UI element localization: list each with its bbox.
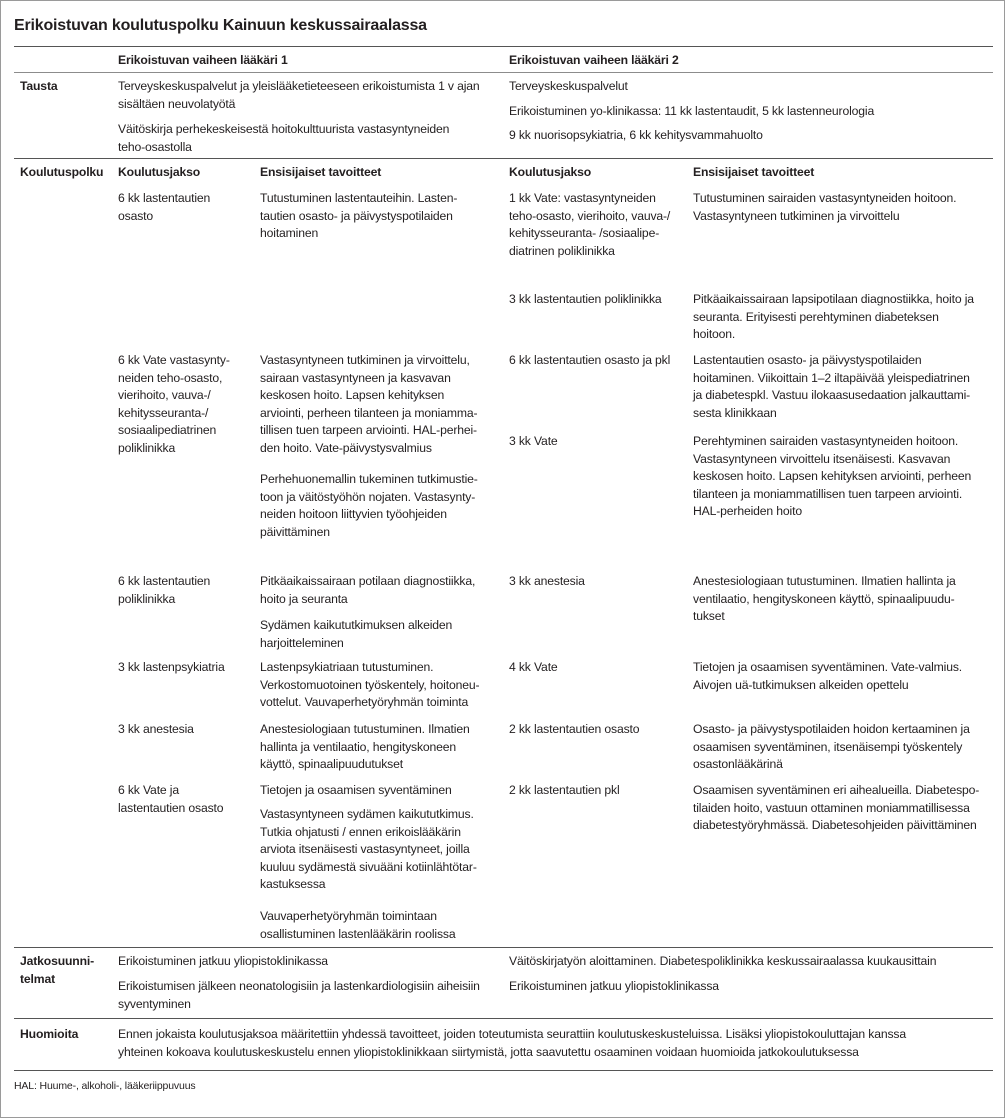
koulutusjakso-d1: kehitysseuranta-/ <box>118 405 209 420</box>
tavoite-d1: neiden hoitoon liittyvien työohjeiden <box>260 507 447 521</box>
koulutusjakso-d1: poliklinikka <box>118 591 176 606</box>
rule-bottom <box>14 1070 993 1071</box>
tavoite-d2: osastonlääkärinä <box>693 757 783 771</box>
tavoite-d1: Pitkäaikaissairaan potilaan diagnostiikka, <box>260 574 476 588</box>
tavoite-d1: Vastasyntyneen tutkiminen ja virvoittelu, <box>260 353 470 367</box>
koulutusjakso-d2: 3 kk lastentautien poliklinikka <box>509 292 662 306</box>
jatko-d1-line: syventyminen <box>118 997 191 1011</box>
tavoite-d1: Tietojen ja osaamisen syventäminen <box>260 783 452 797</box>
tavoite-d1: tillisen tuen tarpeen arviointi. HAL-perhei- <box>260 423 477 437</box>
tavoite-d2: Vastasyntyneen virvoittelu itsenäisesti. Kasvavan <box>693 451 951 466</box>
tausta-d2-line: 9 kk nuorisopsykiatria, 6 kk kehitysvammahuolto <box>509 128 763 142</box>
tavoite-d1: Tutustuminen lastentauteihin. Lasten- <box>260 191 458 205</box>
tavoite-d1: vottelut. Vauvaperhetyöryhmän toiminta <box>260 695 469 709</box>
tavoite-d1: Vauvaperhetyöryhmän toimintaan <box>260 909 437 923</box>
tavoite-d2: ventilaatio, hengityskoneen käyttö, spinaalipuudu- <box>693 591 955 606</box>
tausta-d1-line: Väitöskirja perhekeskeisestä hoitokulttuurista vastasyntyneiden <box>118 122 450 136</box>
koulutusjakso-d2: 1 kk Vate: vastasyntyneiden <box>509 191 656 205</box>
tavoite-d1: sairaan vastasyntyneen ja kasvavan <box>260 370 451 385</box>
tavoite-d1: Anestesiologiaan tutustuminen. Ilmatien <box>260 722 470 736</box>
jatko-d1-line: Erikoistuminen jatkuu yliopistoklinikassa <box>118 954 328 968</box>
tavoite-d2: HAL-perheiden hoito <box>693 504 802 518</box>
rule-tausta <box>14 158 993 159</box>
koulutusjakso-d2: teho-osasto, vierihoito, vauva-/ <box>509 208 671 223</box>
koulutusjakso-d2: diatrinen poliklinikka <box>509 243 615 258</box>
koulutusjakso-d1: 3 kk lastenpsykiatria <box>118 660 225 674</box>
tavoite-d2: Pitkäaikaissairaan lapsipotilaan diagnostiikka, hoito ja <box>693 292 974 306</box>
row-label-koulutuspolku: Koulutuspolku <box>20 165 104 179</box>
tavoite-d1: kuuluu sydämestä sivuääni kotiinlähtötar- <box>260 859 477 874</box>
tavoite-d1: päivittäminen <box>260 524 330 539</box>
tavoite-d2: tilaiden hoito, vastuun ottaminen moniammatillisessa <box>693 800 970 815</box>
koulutusjakso-d2: 2 kk lastentautien osasto <box>509 722 640 736</box>
tavoite-d1: Sydämen kaikututkimuksen alkeiden <box>260 618 453 632</box>
tausta-d1-line: Terveyskeskuspalvelut ja yleislääketieteeseen erikoistumista 1 v ajan <box>118 79 480 93</box>
koulutusjakso-d1: 6 kk Vate vastasynty- <box>118 353 230 367</box>
tavoite-d1: harjoitteleminen <box>260 635 344 650</box>
tavoite-d2: Anestesiologiaan tutustuminen. Ilmatien hallinta ja <box>693 574 956 588</box>
koulutusjakso-d2: 4 kk Vate <box>509 660 558 674</box>
tavoite-d2: osaamisen syventäminen, itsenäisempi työskentely <box>693 739 963 754</box>
tavoite-d2: sesta klinikkaan <box>693 405 777 420</box>
tavoite-d1: hoito ja seuranta <box>260 591 348 606</box>
koulutusjakso-d1: lastentautien osasto <box>118 800 224 815</box>
tavoite-d2: Osaamisen syventäminen eri aihealueilla. Diabetespo- <box>693 783 980 797</box>
tavoite-d2: ja diabetespkl. Vastuu ilokaasusedaation jalkauttami- <box>693 388 971 402</box>
tausta-d1-line: sisältäen neuvolatyötä <box>118 97 236 111</box>
tavoite-d1: osallistuminen lastenlääkärin roolissa <box>260 926 456 941</box>
jatko-d1-line: Erikoistumisen jälkeen neonatologisiin ja lastenkardiologisiin aiheisiin <box>118 979 480 993</box>
tavoite-d2: tilanteen ja moniammatillisen tuen tarpeen arviointi. <box>693 486 963 501</box>
koulutusjakso-d1: poliklinikka <box>118 440 176 455</box>
tavoite-d1: kastuksessa <box>260 877 326 891</box>
koulutusjakso-d2: 2 kk lastentautien pkl <box>509 783 620 797</box>
tavoite-d1: hoitaminen <box>260 226 319 240</box>
footnote: HAL: Huume-, alkoholi-, lääkeriippuvuus <box>14 1080 196 1092</box>
koulutusjakso-d1: neiden teho-osasto, <box>118 370 223 385</box>
koulutusjakso-d2: 6 kk lastentautien osasto ja pkl <box>509 353 671 367</box>
tavoite-d2: Perehtyminen sairaiden vastasyntyneiden hoitoon. <box>693 434 959 448</box>
tavoite-d2: hoitaminen. Viikoittain 1–2 iltapäivää yleispediatrinen <box>693 370 970 385</box>
koulutusjakso-d1: 6 kk lastentautien <box>118 574 211 588</box>
jatko-d2-line: Erikoistuminen jatkuu yliopistoklinikassa <box>509 979 719 993</box>
subheader-jakso-d1: Koulutusjakso <box>118 165 201 179</box>
koulutusjakso-d2: 3 kk Vate <box>509 434 558 448</box>
tavoite-d2: Lastentautien osasto- ja päivystyspotilaiden <box>693 353 922 367</box>
jatko-d2-line: Väitöskirjatyön aloittaminen. Diabetespoliklinikka keskussairaalassa kuukausittain <box>509 954 937 968</box>
row-label-jatko: telmat <box>20 972 55 986</box>
tavoite-d1: arviointi, perheen tilanteen ja moniamma- <box>260 405 478 420</box>
koulutusjakso-d2: 3 kk anestesia <box>509 574 585 588</box>
koulutusjakso-d2: kehitysseuranta- /sosiaalipe- <box>509 226 660 240</box>
tavoite-d2: keskosen hoito. Lapsen kehityksen arviointi, perheen <box>693 469 972 483</box>
tavoite-d1: arviota itsenäisesti vastasyntyneet, joilla <box>260 842 470 856</box>
row-label-tausta: Tausta <box>20 79 58 93</box>
tavoite-d1: Vastasyntyneen sydämen kaikututkimus. <box>260 807 474 821</box>
huomioita-line: yhteinen kokoava koulutuskeskustelu ennen yliopistoklinikkaan siirtymistä, jotta saavutettu osaaminen voidaan huomioida jatkokoulutuksessa <box>118 1045 859 1059</box>
koulutusjakso-d1: vierihoito, vauva-/ <box>118 388 211 402</box>
tavoite-d1: hallinta ja ventilaatio, hengityskoneen <box>260 739 457 754</box>
tavoite-d2: Aivojen uä-tutkimuksen alkeiden opettelu <box>693 677 909 692</box>
tavoite-d1: Verkostomuotoinen työskentely, hoitoneu- <box>260 677 480 692</box>
koulutusjakso-d1: 6 kk Vate ja <box>118 783 179 797</box>
subheader-tavoitteet-d1: Ensisijaiset tavoitteet <box>260 165 382 179</box>
rule-header <box>14 72 993 73</box>
koulutusjakso-d1: 3 kk anestesia <box>118 722 194 736</box>
tausta-d2-line: Terveyskeskuspalvelut <box>509 79 628 93</box>
rule-koulutuspolku <box>14 947 993 948</box>
tavoite-d1: den hoito. Vate-päivystysvalmius <box>260 440 432 455</box>
rule-top <box>14 46 993 47</box>
tavoite-d1: käyttö, spinaalipuudutukset <box>260 757 403 771</box>
tausta-d2-line: Erikoistuminen yo-klinikassa: 11 kk lastentaudit, 5 kk lastenneurologia <box>509 104 875 118</box>
rule-jatko <box>14 1018 993 1019</box>
tavoite-d2: tukset <box>693 609 725 623</box>
koulutusjakso-d1: 6 kk lastentautien <box>118 191 211 205</box>
tausta-d1-line: teho-osastolla <box>118 140 192 154</box>
tavoite-d1: toon ja väitöstyöhön nojaten. Vastasynty- <box>260 489 476 504</box>
row-label-jatko: Jatkosuunni- <box>20 954 95 968</box>
tavoite-d1: tautien osasto- ja päivystyspotilaiden <box>260 208 453 223</box>
document-title: Erikoistuvan koulutuspolku Kainuun keskussairaalassa <box>14 17 427 34</box>
column-header-doctor-1: Erikoistuvan vaiheen lääkäri 1 <box>118 53 288 67</box>
tavoite-d2: Osasto- ja päivystyspotilaiden hoidon kertaaminen ja <box>693 722 970 736</box>
subheader-tavoitteet-d2: Ensisijaiset tavoitteet <box>693 165 815 179</box>
tavoite-d2: diabetestyöryhmässä. Diabetesohjeiden päivittäminen <box>693 818 977 832</box>
tavoite-d2: Tietojen ja osaamisen syventäminen. Vate-valmius. <box>693 660 963 674</box>
tavoite-d1: keskosen hoito. Lapsen kehityksen <box>260 388 445 402</box>
koulutusjakso-d1: osasto <box>118 208 154 223</box>
tavoite-d1: Lastenpsykiatriaan tutustuminen. <box>260 660 434 674</box>
tavoite-d2: Tutustuminen sairaiden vastasyntyneiden hoitoon. <box>693 191 957 205</box>
subheader-jakso-d2: Koulutusjakso <box>509 165 592 179</box>
column-header-doctor-2: Erikoistuvan vaiheen lääkäri 2 <box>509 53 679 67</box>
tavoite-d1: Perhehuonemallin tukeminen tutkimustie- <box>260 472 478 486</box>
tavoite-d2: Vastasyntyneen tutkiminen ja virvoittelu <box>693 208 900 223</box>
tavoite-d2: seuranta. Erityisesti perehtyminen diabeteksen <box>693 309 939 324</box>
koulutusjakso-d1: sosiaalipediatrinen <box>118 423 217 437</box>
row-label-huomioita: Huomioita <box>20 1027 79 1041</box>
tavoite-d1: Tutkia ohjatusti / ennen erikoislääkärin <box>260 824 461 839</box>
tavoite-d2: hoitoon. <box>693 327 736 341</box>
huomioita-line: Ennen jokaista koulutusjaksoa määritettiin yhdessä tavoitteet, joiden toteutumista seurattiin koulutuskeskusteluissa. Lisäksi yliopistokouluttajan kanssa <box>118 1027 906 1041</box>
